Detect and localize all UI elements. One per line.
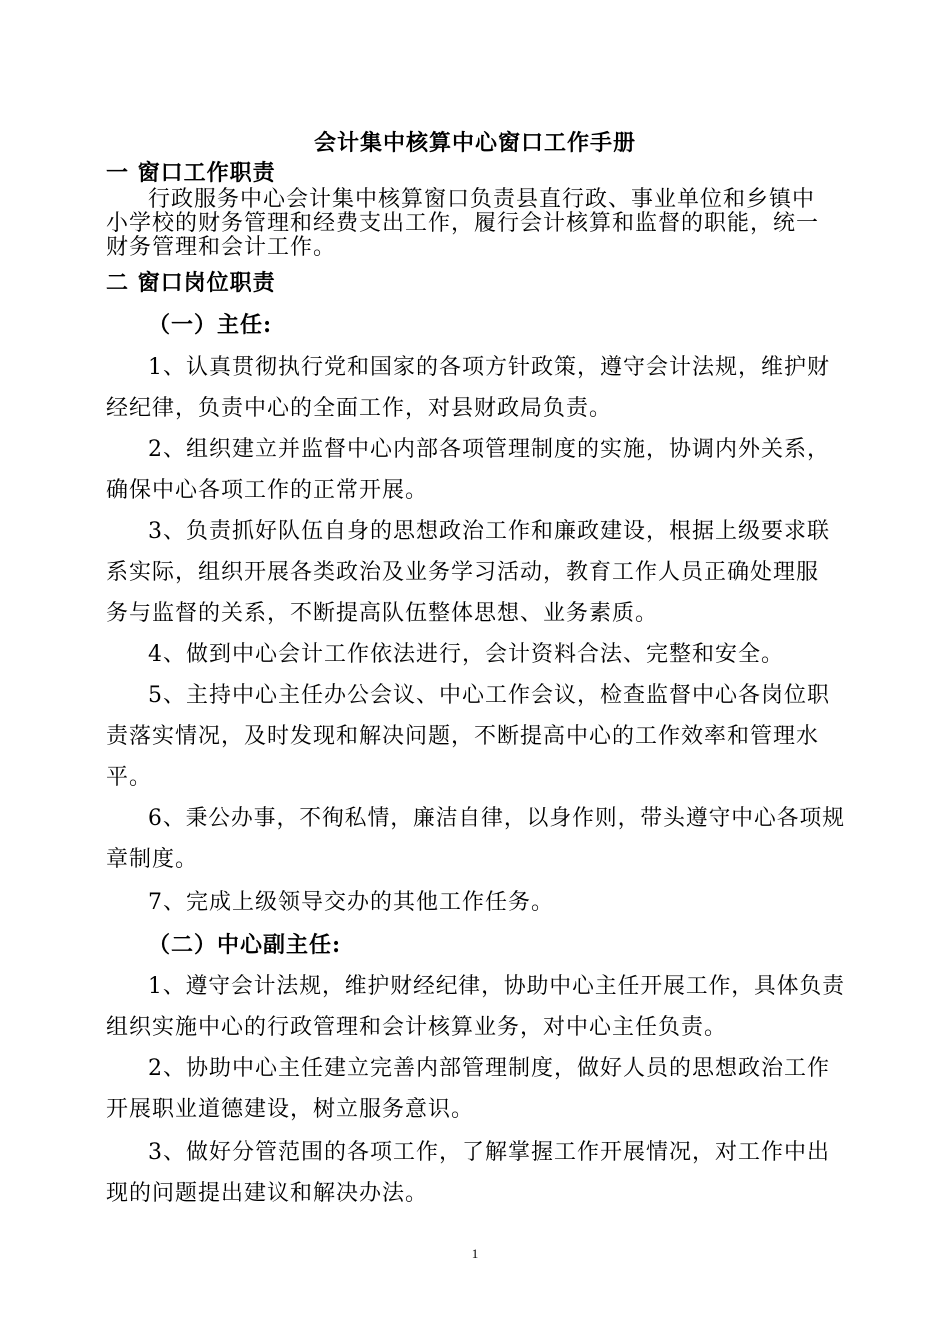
section2-heading: 二 窗口岗位职责: [106, 270, 276, 296]
list-item-line: 7、完成上级领导交办的其他工作任务。: [148, 890, 554, 915]
list-item-line: 平。: [106, 765, 153, 790]
list-item-line: 确保中心各项工作的正常开展。: [106, 478, 429, 503]
section1-heading: 一 窗口工作职责: [106, 160, 276, 186]
page-number: 1: [471, 1246, 479, 1261]
list-item-line: 开展职业道德建设，树立服务意识。: [106, 1097, 475, 1122]
paragraph-line: 财务管理和会计工作。: [106, 235, 337, 260]
list-item-line: 3、做好分管范围的各项工作，了解掌握工作开展情况，对工作中出: [148, 1140, 830, 1165]
list-item-line: 5、主持中心主任办公会议、中心工作会议，检查监督中心各岗位职: [148, 683, 830, 708]
list-item-line: 系实际，组织开展各类政治及业务学习活动，教育工作人员正确处理服: [106, 560, 820, 585]
paragraph-line: 行政服务中心会计集中核算窗口负责县直行政、事业单位和乡镇中: [148, 187, 816, 212]
list-item-line: 4、做到中心会计工作依法进行，会计资料合法、完整和安全。: [148, 642, 784, 667]
list-item-line: 1、遵守会计法规，维护财经纪律，协助中心主任开展工作，具体负责: [148, 974, 845, 999]
document-title: 会计集中核算中心窗口工作手册: [313, 130, 636, 156]
list-item-line: 经纪律，负责中心的全面工作，对县财政局负责。: [106, 396, 613, 421]
paragraph-line: 小学校的财务管理和经费支出工作，履行会计核算和监督的职能，统一: [106, 211, 820, 236]
list-item-line: 3、负责抓好队伍自身的思想政治工作和廉政建设，根据上级要求联: [148, 519, 830, 544]
list-item-line: 章制度。: [106, 847, 199, 872]
list-item-line: 现的问题提出建议和解决办法。: [106, 1181, 429, 1206]
list-item-line: 6、秉公办事，不徇私情，廉洁自律，以身作则，带头遵守中心各项规: [148, 806, 845, 831]
list-item-line: 1、认真贯彻执行党和国家的各项方针政策，遵守会计法规，维护财: [148, 355, 830, 380]
subsection-heading: （一）主任:: [148, 312, 273, 338]
list-item-line: 责落实情况，及时发现和解决问题，不断提高中心的工作效率和管理水: [106, 724, 820, 749]
list-item-line: 务与监督的关系，不断提高队伍整体思想、业务素质。: [106, 601, 659, 626]
subsection-heading: （二）中心副主任:: [148, 932, 342, 958]
list-item-line: 2、协助中心主任建立完善内部管理制度，做好人员的思想政治工作: [148, 1056, 830, 1081]
list-item-line: 组织实施中心的行政管理和会计核算业务，对中心主任负责。: [106, 1015, 728, 1040]
list-item-line: 2、组织建立并监督中心内部各项管理制度的实施，协调内外关系，: [148, 437, 830, 462]
